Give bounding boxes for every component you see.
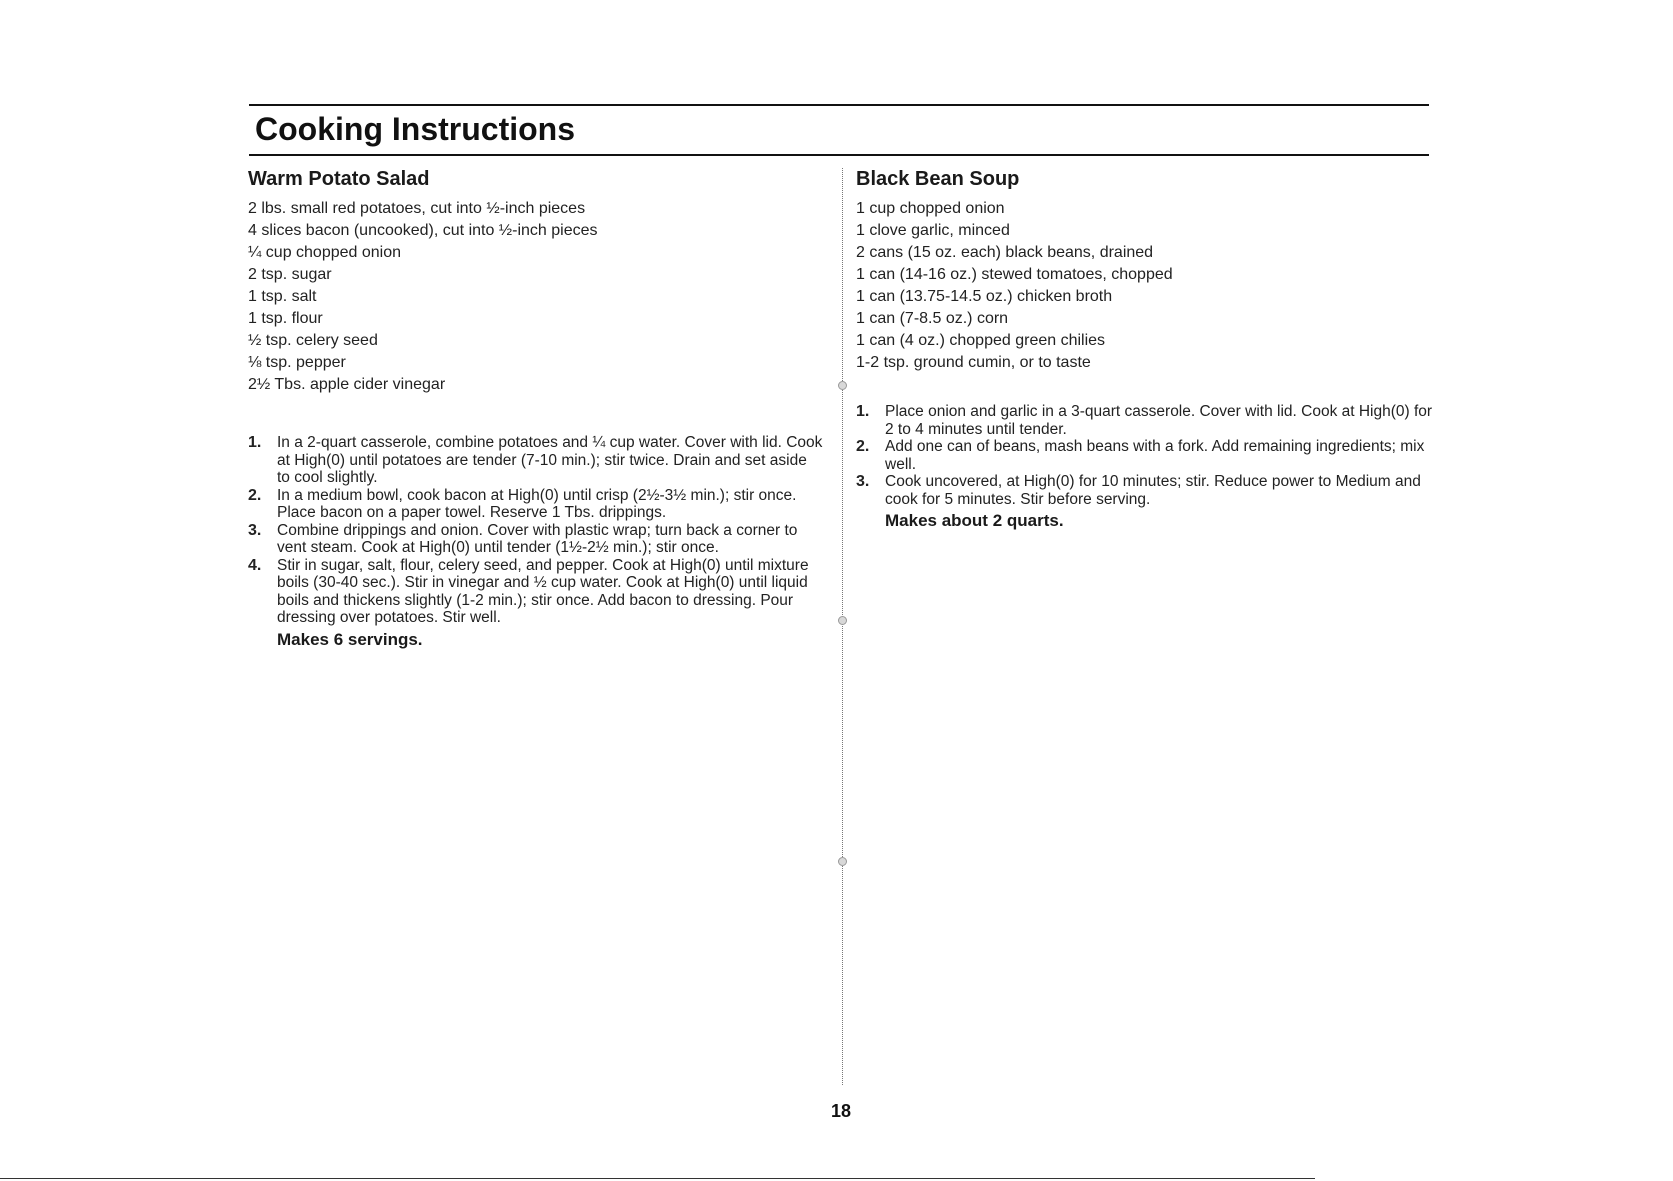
recipe-yield: Makes about 2 quarts. [885,511,1064,530]
ingredient-item: ¼ cup chopped onion [248,244,402,261]
step-item [856,403,1436,438]
step-item [248,557,823,627]
recipe-yield: Makes 6 servings. [277,629,423,649]
step-list [856,403,1436,508]
ingredient-list [248,198,823,396]
column-divider [842,168,843,1085]
step-number: 3. [856,473,870,490]
ingredient-item: 2½ Tbs. apple cider vinegar [248,376,446,393]
ingredient-item: 1 tsp. flour [248,310,323,327]
step-number: 3. [248,521,262,539]
ingredient-item: 1 can (4 oz.) chopped green chilies [856,332,1106,349]
step-text: In a 2-quart casserole, combine potatoes and ¼ cup water. Cover with lid. Cook at High(0) until potatoes are tender (7-10 min.); stir twice. Drain and set aside to cool slightly. [277,434,823,486]
step-number: 2. [248,486,262,504]
ingredient-item: ⅛ tsp. pepper [248,354,346,371]
ingredient-item: 1-2 tsp. ground cumin, or to taste [856,354,1091,371]
step-list [248,434,823,627]
ingredient-item: 1 can (13.75-14.5 oz.) chicken broth [856,288,1113,305]
ingredient-item: 4 slices bacon (uncooked), cut into ½-inch pieces [248,222,598,239]
ingredient-item: 2 cans (15 oz. each) black beans, drained [856,244,1154,261]
step-item [856,438,1436,473]
page-header [249,104,1429,156]
ingredient-item: 1 cup chopped onion [856,200,1005,217]
page-number: 18 [830,1101,852,1121]
step-number: 1. [856,403,870,420]
ingredient-item: 1 can (7-8.5 oz.) corn [856,310,1009,327]
step-item [248,434,823,487]
ingredient-item: 2 lbs. small red potatoes, cut into ½-inch pieces [248,200,586,217]
recipe-black-bean-soup [856,166,1436,532]
page-title: Cooking Instructions [255,111,575,147]
step-number: 1. [248,434,262,451]
ingredient-item: 1 tsp. salt [248,288,317,305]
step-number: 2. [856,438,870,455]
ingredient-item: 2 tsp. sugar [248,266,332,283]
recipe-warm-potato-salad [248,166,823,651]
recipe-title: Warm Potato Salad [248,168,430,190]
ingredient-item: 1 can (14-16 oz.) stewed tomatoes, chopped [856,266,1173,283]
step-text: Combine drippings and onion. Cover with plastic wrap; turn back a corner to vent steam. Cook at High(0) until tender (1½-2½ min.); stir once. [277,521,798,556]
step-text: Cook uncovered, at High(0) for 10 minutes; stir. Reduce power to Medium and cook for 5 minutes. Stir before serving. [885,473,1421,508]
binder-hole-dot [838,381,847,390]
ingredient-list [856,198,1436,374]
step-text: In a medium bowl, cook bacon at High(0) until crisp (2½-3½ min.); stir once. Place bacon on a paper towel. Reserve 1 Tbs. drippings. [277,486,797,521]
ingredient-item: 1 clove garlic, minced [856,222,1010,239]
binder-hole-dot [838,616,847,625]
step-item [856,473,1436,508]
step-item [248,487,823,522]
ingredient-item: ½ tsp. celery seed [248,332,378,349]
step-text: Stir in sugar, salt, flour, celery seed, and pepper. Cook at High(0) until mixture boils (30-40 sec.). Stir in vinegar and ½ cup water. Cook at High(0) until liquid boils and thickens slightly (1-2 min.); stir once. Add bacon to dressing. Pour dressing over potatoes. Stir well. [277,556,809,626]
bottom-rule [0,1178,1315,1179]
recipe-title: Black Bean Soup [856,168,1020,190]
step-text: Place onion and garlic in a 3-quart casserole. Cover with lid. Cook at High(0) for 2 to 4 minutes until tender. [885,403,1433,438]
step-number: 4. [248,556,262,574]
step-text: Add one can of beans, mash beans with a fork. Add remaining ingredients; mix well. [885,438,1425,473]
step-item [248,522,823,557]
binder-hole-dot [838,857,847,866]
